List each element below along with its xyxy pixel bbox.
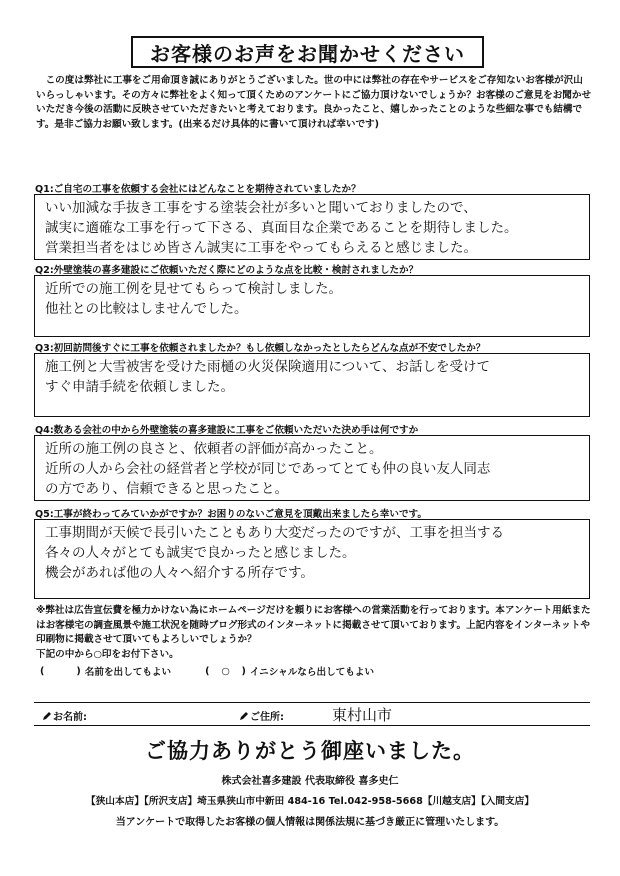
answer-4-box: [34, 435, 590, 501]
answer-line: 営業担当者をはじめ皆さん誠実に工事をやってもらえると感じました。: [45, 240, 477, 256]
intro-paragraph: この度は弊社に工事をご用命頂き誠にありがとうございました。世の中には弊社の存在やサービスをご存知ないお客様が沢山いらっしゃいます。その方々に弊社をよく知って頂くためのアンケートにご協力頂けないでしょうか？お客様のご意見をお聞かせいただき今後の活動に反映させていただきたいと考えております。良かったこと、嬉しかったことのような些細な事でも結構です。是非ご協力お願い致します。(出来るだけ具体的に書いて頂ければ幸いです): [36, 75, 592, 130]
answer-line: の方であり、信頼できると思ったこと。: [45, 481, 288, 497]
privacy-notice: 当アンケートで取得したお客様の個人情報は関係法規に基づき厳正に管理いたします。: [115, 817, 505, 828]
customer-info-row: [34, 702, 590, 726]
answer-line: 機会があれば他の人々へ紹介する所存です。: [45, 565, 314, 581]
option-label: イニシャルなら出してもよい: [249, 667, 375, 678]
branch-info: 【狭山本店】【所沢支店】埼玉県狭山市中新田 484-16 Tel.042-958-5668【川越支店】【入間支店】: [85, 796, 535, 807]
consent-text: [36, 604, 592, 662]
option-mark: ○: [221, 665, 230, 677]
answer-line: 近所での施工例を見せてもらって検討しました。: [45, 281, 342, 297]
company-name: 株式会社喜多建設 代表取締役 喜多史仁: [221, 776, 399, 787]
pen-icon: [239, 711, 249, 721]
answer-line: 誠実に適確な工事を行って下さる、真面目な企業であることを期待しました。: [45, 220, 518, 236]
answer-line: 施工例と大雪被害を受けた雨樋の火災保険適用について、お話しを受けて: [45, 359, 490, 375]
option-name-ok[interactable]: ( ) 名前を出してもよい: [40, 665, 172, 678]
question-4-label: Q4:数ある会社の中から外壁塗装の喜多建設に工事をご依頼いただいた決め手は何ですか: [35, 425, 419, 436]
address-field-label: ご住所:: [239, 708, 284, 723]
answer-line: いい加減な手抜き工事をする塗装会社が多いと聞いておりましたので、: [45, 200, 477, 216]
thank-you-heading: ご協力ありがとう御座いました。: [145, 739, 475, 763]
page-title: お客様のお声をお聞かせください: [131, 36, 484, 68]
name-field-label: お名前:: [42, 708, 87, 723]
answer-line: 各々の人々がとても誠実で良かったと感じました。: [45, 545, 356, 561]
consent-instruction: 下記の中から○印をお付下さい。: [36, 648, 179, 660]
question-1-label: Q1:ご自宅の工事を依頼する会社にはどんなことを期待されていましたか？: [35, 184, 361, 195]
answer-5-box: [34, 519, 590, 599]
answer-2-box: [34, 275, 590, 337]
answer-line: すぐ申請手続を依頼しました。: [45, 379, 234, 395]
pen-icon: [42, 711, 52, 721]
question-2-label: Q2:外壁塗装の喜多建設にご依頼いただく際にどのような点を比較・検討されましたか？: [35, 265, 419, 276]
option-initials-ok[interactable]: ( ○ ) イニシャルなら出してもよい: [205, 665, 375, 678]
answer-line: 他社との比較はしませんでした。: [45, 301, 248, 317]
answer-3-box: [34, 353, 590, 417]
question-3-label: Q3:初回訪問後すぐに工事を依頼されましたか？もし依頼しなかったとしたらどんな点が不安でしたか？: [35, 343, 486, 354]
option-label: 名前を出してもよい: [84, 667, 172, 678]
answer-1-box: [34, 194, 590, 260]
question-5-label: Q5:工事が終わってみていかがですか？お困りのないご意見を頂戴出来ましたら幸いです。: [35, 509, 427, 520]
answer-line: 工事期間が天候で長引いたこともあり大変だったのですが、工事を担当する: [45, 525, 504, 541]
intro-text: [36, 74, 592, 132]
address-value: 東村山市: [332, 706, 393, 724]
consent-paragraph: ※弊社は広告宣伝費を極力かけない為にホームページだけを頼りにお客様への営業活動を行っております。本アンケート用紙またはお客様宅の調査風景や施工状況を随時ブログ形式のインターネットに掲載させて頂いております。上記内容をインターネットや印刷物に掲載させて頂いてもよろしいでしょうか？: [36, 605, 591, 645]
answer-line: 近所の人から会社の経営者と学校が同じであってとても仲の良い友人同志: [45, 461, 491, 477]
answer-line: 近所の施工例の良さと、依頼者の評価が高かったこと。: [45, 441, 383, 457]
consent-options: [40, 664, 374, 678]
